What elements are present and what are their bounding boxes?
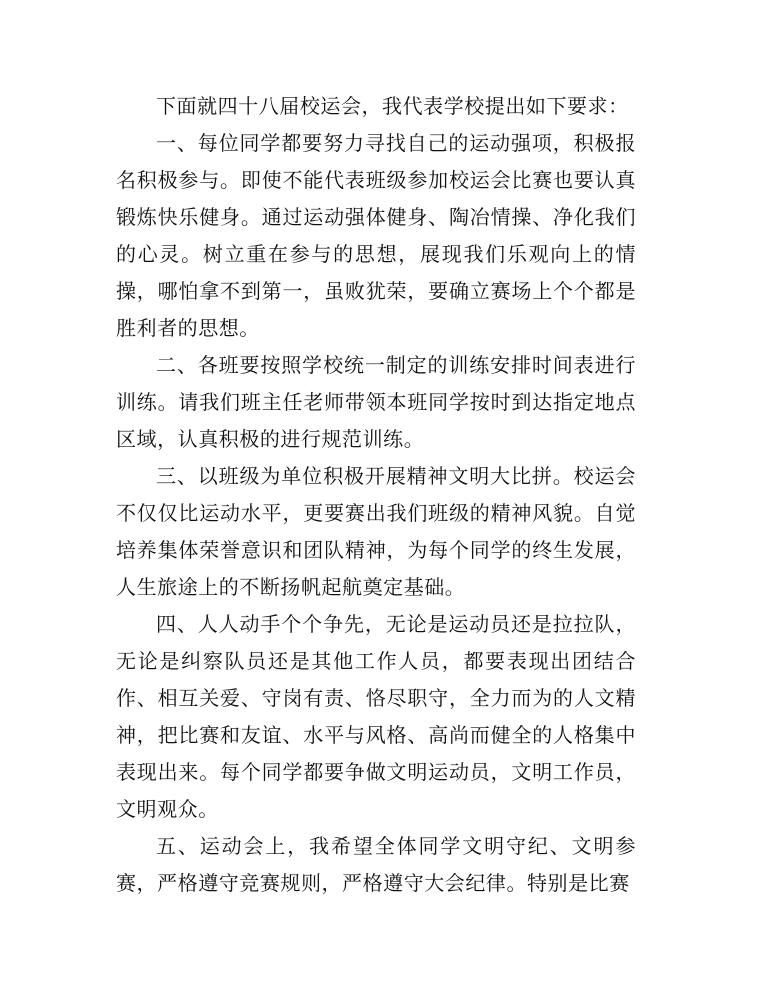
paragraph-requirement-1: 一、每位同学都要努力寻找自己的运动强项，积极报名积极参与。即使不能代表班级参加校运会比赛也要认真锻炼快乐健身。通过运动强体健身、陶冶情操、净化我们的心灵。树立重在参与的思想，展现我们乐观向上的情操，哪怕拿不到第一，虽败犹荣，要确立赛场上个个都是胜利者的思想。 xyxy=(116,131,636,340)
paragraph-requirement-5: 五、运动会上，我希望全体同学文明守纪、文明参赛，严格遵守竞赛规则，严格遵守大会纪律。特别是比赛 xyxy=(116,834,636,895)
paragraph-intro: 下面就四十八届校运会，我代表学校提出如下要求： xyxy=(156,94,629,118)
document-body xyxy=(116,88,636,902)
paragraph-requirement-3: 三、以班级为单位积极开展精神文明大比拼。校运会不仅仅比运动水平，更要赛出我们班级的精神风貌。自觉培养集体荣誉意识和团队精神，为每个同学的终生发展，人生旅途上的不断扬帆起航奠定基础。 xyxy=(116,464,636,599)
paragraph-requirement-4: 四、人人动手个个争先，无论是运动员还是拉拉队，无论是纠察队员还是其他工作人员，都要表现出团结合作、相互关爱、守岗有责、恪尽职守，全力而为的人文精神，把比赛和友谊、水平与风格、高尚而健全的人格集中表现出来。每个同学都要争做文明运动员，文明工作员，文明观众。 xyxy=(116,612,636,821)
paragraph-requirement-2: 二、各班要按照学校统一制定的训练安排时间表进行训练。请我们班主任老师带领本班同学按时到达指定地点区域，认真积极的进行规范训练。 xyxy=(116,353,636,451)
